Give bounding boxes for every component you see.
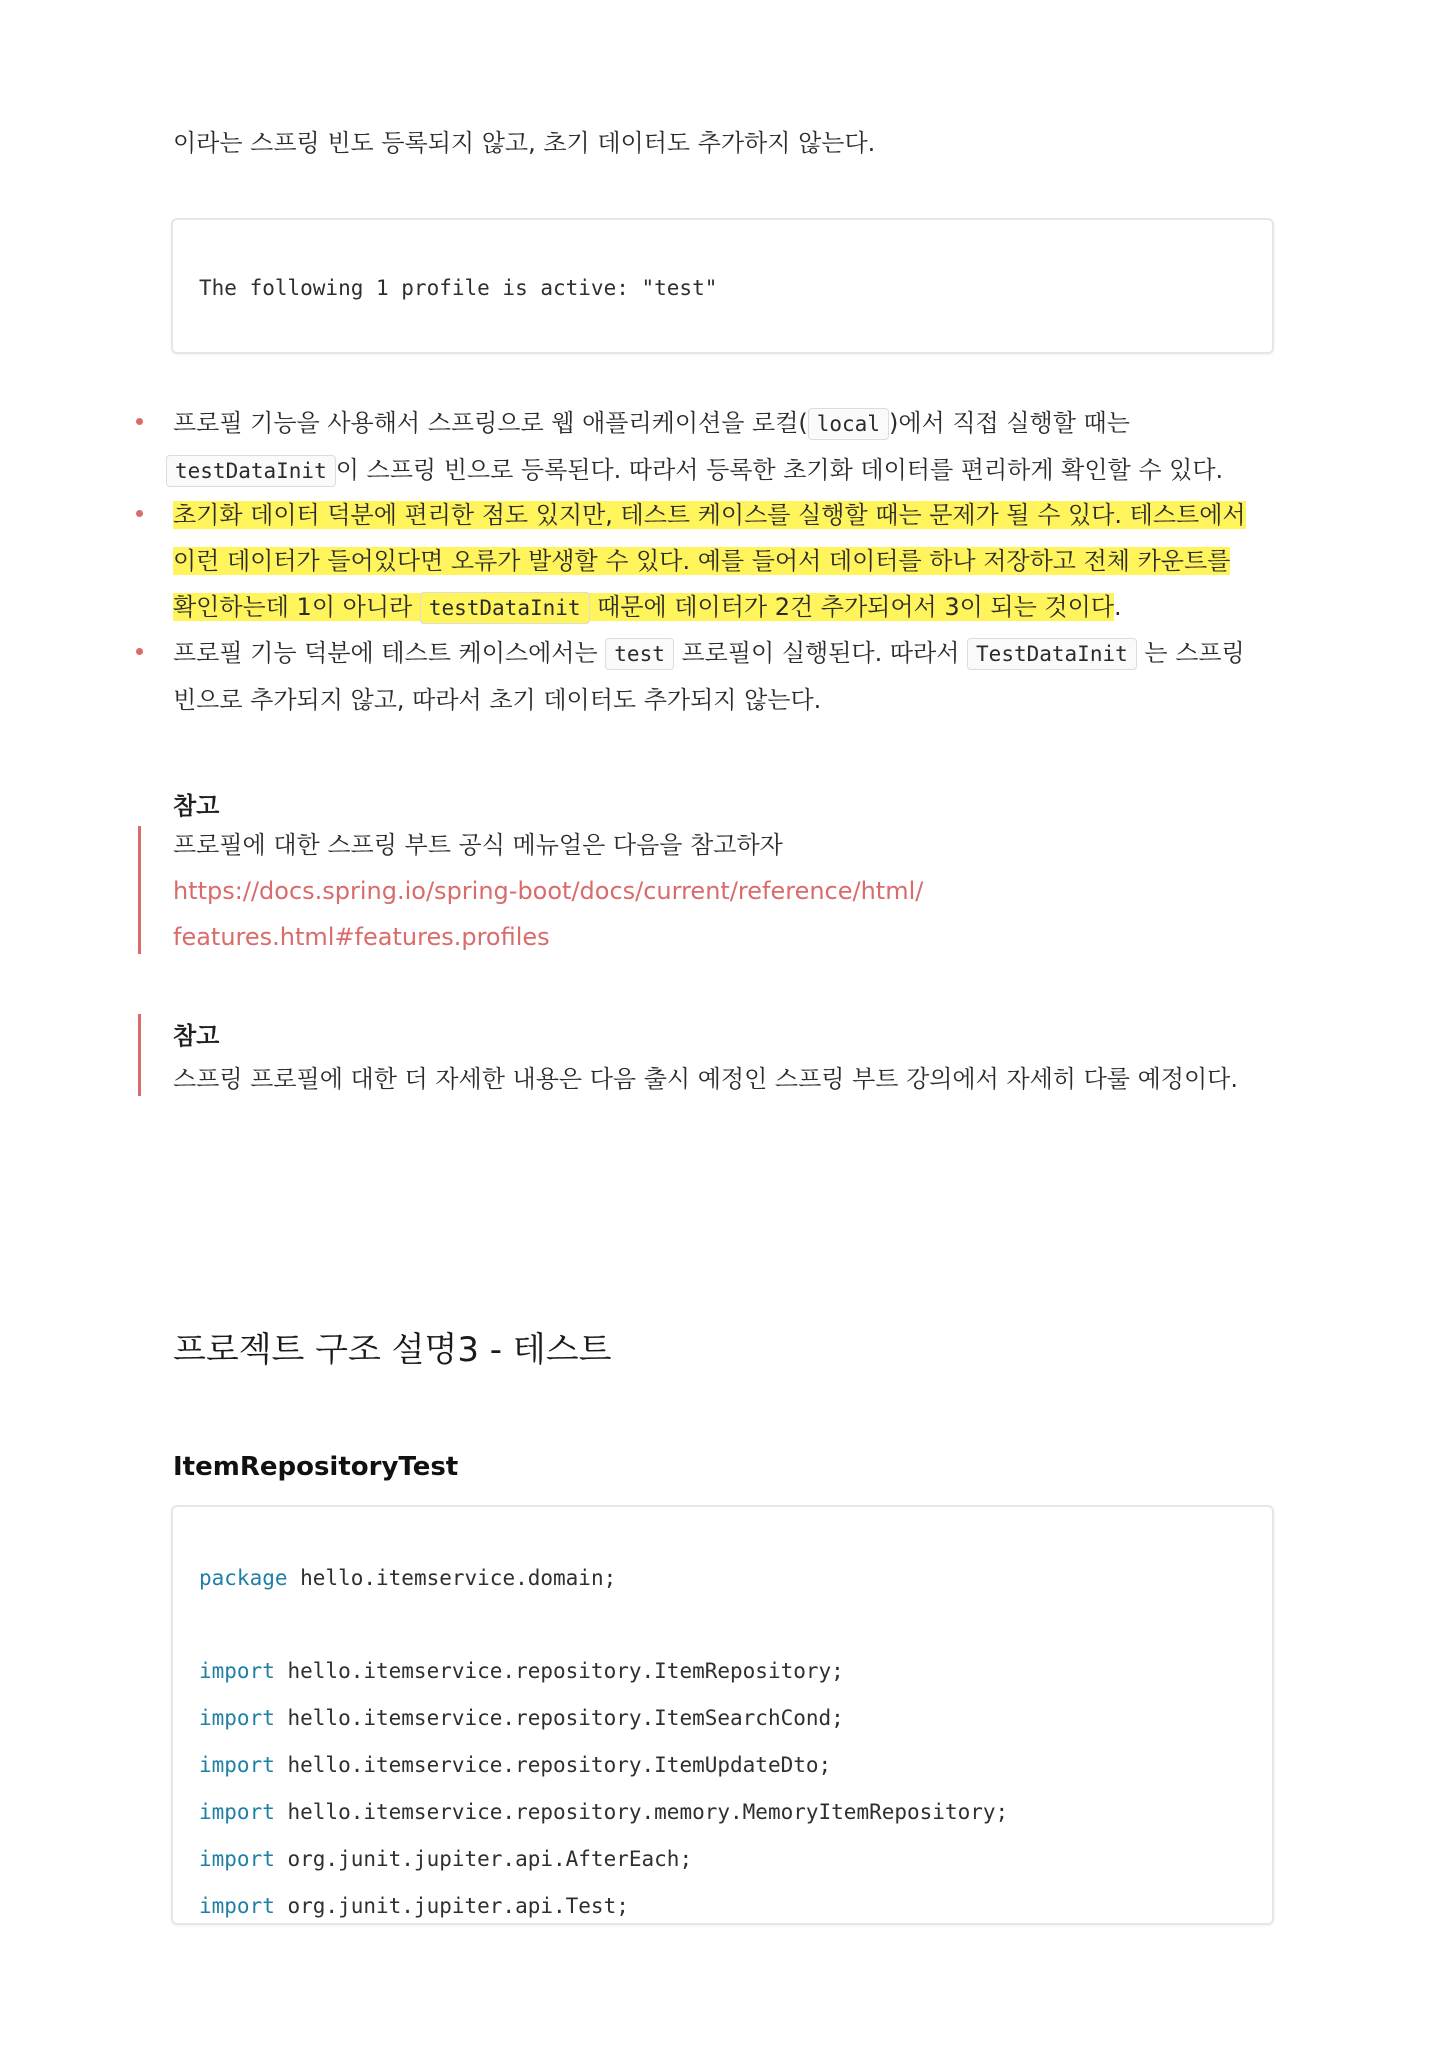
bullet-3 (136, 630, 1286, 723)
bullet-1-line-2 (166, 447, 1286, 494)
bullet-2 (136, 492, 1286, 631)
import-path: org.junit.jupiter.api.Test; (274, 1894, 629, 1918)
bullet-3-line-1 (173, 630, 1286, 677)
note-1-accent-bar (138, 826, 141, 954)
keyword-import: import (199, 1706, 275, 1730)
package-name: hello.itemservice.domain; (287, 1566, 617, 1590)
profile-log-text: The following 1 profile is active: "test" (199, 276, 718, 300)
code-line-import (199, 1800, 1008, 1824)
bullet-2-period: . (1113, 593, 1122, 621)
bullet-3-line-2: 빈으로 추가되지 않고, 따라서 초기 데이터도 추가되지 않는다. (173, 686, 822, 714)
import-path: hello.itemservice.repository.ItemSearchCond; (274, 1706, 844, 1730)
highlight-text: 이런 데이터가 들어있다면 오류가 발생할 수 있다. 예를 들어서 데이터를 하나 저장하고 전체 카운트를 (173, 547, 1231, 575)
code-line-import (199, 1659, 844, 1683)
sub-title: ItemRepositoryTest (173, 1452, 459, 1482)
bullet-3-text-c: 는 스프링 (1136, 639, 1245, 667)
note-2-accent-bar (138, 1014, 141, 1096)
bullet-1-text-b: )에서 직접 실행할 때는 (888, 409, 1130, 437)
note-1-title: 참고 (173, 792, 220, 820)
import-path: hello.itemservice.repository.ItemUpdateDto; (274, 1753, 832, 1777)
bullet-2-line-3 (173, 584, 1286, 631)
keyword-import: import (199, 1659, 275, 1683)
inline-code-testdatainit-class: TestDataInit (967, 638, 1137, 670)
bullet-2-line-1 (173, 492, 1286, 538)
keyword-import: import (199, 1753, 275, 1777)
spring-docs-link-line-2[interactable]: features.html#features.profiles (173, 923, 550, 951)
note-2-text: 스프링 프로필에 대한 더 자세한 내용은 다음 출시 예정인 스프링 부트 강의에서 자세히 다룰 예정이다. (173, 1065, 1238, 1093)
highlight-text: 초기화 데이터 덕분에 편리한 점도 있지만, 테스트 케이스를 실행할 때는 문제가 될 수 있다. 테스트에서 (173, 501, 1246, 529)
import-path: hello.itemservice.repository.ItemRepository; (274, 1659, 844, 1683)
bullet-1 (136, 400, 1286, 494)
code-line-import (199, 1894, 629, 1918)
bullet-dot (136, 418, 143, 425)
inline-code-testdatainit: testDataInit (166, 455, 336, 487)
code-line-package (199, 1566, 616, 1590)
keyword-import: import (199, 1847, 275, 1871)
highlight-text: 확인하는데 1이 아니라 (173, 593, 420, 621)
intro-line: 이라는 스프링 빈도 등록되지 않고, 초기 데이터도 추가하지 않는다. (173, 129, 876, 157)
bullet-dot (136, 648, 143, 655)
code-block (171, 1505, 1274, 1925)
code-line-import (199, 1847, 692, 1871)
profile-log-block (171, 218, 1274, 354)
spring-docs-link-line-1[interactable]: https://docs.spring.io/spring-boot/docs/current/reference/html/ (173, 877, 924, 905)
code-line-import (199, 1753, 831, 1777)
bullet-3-text-b: 프로필이 실행된다. 따라서 (673, 639, 968, 667)
keyword-import: import (199, 1800, 275, 1824)
code-line-import (199, 1706, 844, 1730)
keyword-import: import (199, 1894, 275, 1918)
keyword-package: package (199, 1566, 288, 1590)
bullet-2-line-2 (173, 538, 1286, 584)
bullet-1-line-1 (173, 400, 1286, 447)
inline-code-testdatainit: testDataInit (420, 592, 590, 624)
note-2-title: 참고 (173, 1022, 220, 1050)
bullet-3-text-a: 프로필 기능 덕분에 테스트 케이스에서는 (173, 639, 606, 667)
import-path: hello.itemservice.repository.memory.MemoryItemRepository; (274, 1800, 1009, 1824)
import-path: org.junit.jupiter.api.AfterEach; (274, 1847, 693, 1871)
bullet-1-text-a: 프로필 기능을 사용해서 스프링으로 웹 애플리케이션을 로컬( (173, 409, 808, 437)
inline-code-test: test (605, 638, 674, 670)
note-1-text: 프로필에 대한 스프링 부트 공식 메뉴얼은 다음을 참고하자 (173, 831, 783, 859)
bullet-1-text-c: 이 스프링 빈으로 등록된다. 따라서 등록한 초기화 데이터를 편리하게 확인할 수 있다. (335, 456, 1224, 484)
inline-code-local: local (808, 408, 889, 440)
bullet-dot (136, 510, 143, 517)
section-title: 프로젝트 구조 설명3 - 테스트 (173, 1330, 612, 1370)
highlight-text: 때문에 데이터가 2건 추가되어서 3이 되는 것이다 (589, 593, 1114, 621)
